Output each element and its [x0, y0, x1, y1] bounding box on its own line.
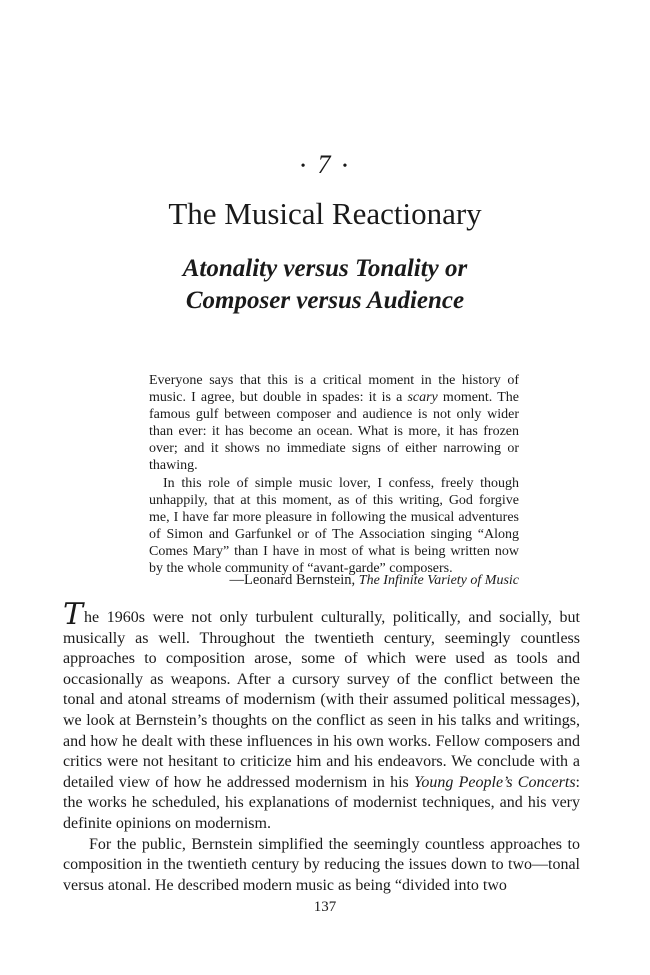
epigraph: [149, 372, 519, 577]
attribution-author: —Leonard Bernstein,: [229, 572, 359, 588]
epigraph-attribution: [149, 572, 519, 589]
chapter-number-value: 7: [317, 150, 333, 179]
chapter-subtitle: [0, 253, 650, 317]
body-text-run: : the works he scheduled, his explanations of modernist techniques, and his very definite opinions on modernism.: [63, 773, 580, 832]
body-paragraph-2: For the public, Bernstein simplified the seemingly countless approaches to composition in the twentieth century by reducing the issues down to two—tonal versus atonal. He described modern music as being “divided into two: [63, 835, 580, 894]
body-text: [63, 597, 580, 896]
drop-cap: T: [63, 597, 84, 632]
body-emphasis: Young People’s Concerts: [413, 773, 576, 791]
bullet-left-icon: •: [300, 159, 308, 175]
epigraph-text: moment. The famous gulf between composer and audience is not only wider than ever: it has become an ocean. What is more, it has frozen over; and it shows no immediate signs of either narrowing or thawing.: [149, 390, 519, 474]
page-number: 137: [313, 899, 337, 915]
epigraph-paragraph-1: [149, 372, 519, 475]
bullet-right-icon: •: [342, 159, 350, 175]
epigraph-paragraph-2: In this role of simple music lover, I confess, freely though unhappily, that at this moment, as of this writing, God forgive me, I have far more pleasure in following the musical adventures of Simon and Garfunkel or of The Association singing “Along Comes Mary” than I have in most of what is being written now by the whole community of “avant-garde” composers.: [149, 475, 519, 577]
body-paragraph-1: [63, 597, 580, 835]
subtitle-line-1: Atonality versus Tonality or: [182, 255, 468, 282]
epigraph-text: Everyone says that this is a critical moment in the history of music. I agree, but double in spades: it is a: [149, 373, 519, 406]
chapter-number: [0, 150, 650, 180]
epigraph-emphasis: scary: [407, 390, 438, 406]
subtitle-line-2: Composer versus Audience: [185, 287, 465, 314]
chapter-title: The Musical Reactionary: [168, 196, 482, 231]
body-text-run: he 1960s were not only turbulent culturally, politically, and socially, but musically as well. Throughout the twentieth century, seemingly countless approaches to composition arose, some of which were used as tools and occasionally as weapons. After a cursory survey of the conflict between the tonal and atonal streams of modernism (with their assumed political messages), we look at Bernstein’s thoughts on the conflict as seen in his talks and writings, and how he dealt with these influences in his own works. Fellow composers and critics were not hesitant to criticize him and his endeavors. We conclude with a detailed view of how he addressed modernism in his: [63, 609, 580, 791]
attribution-work: The Infinite Variety of Music: [358, 573, 519, 588]
